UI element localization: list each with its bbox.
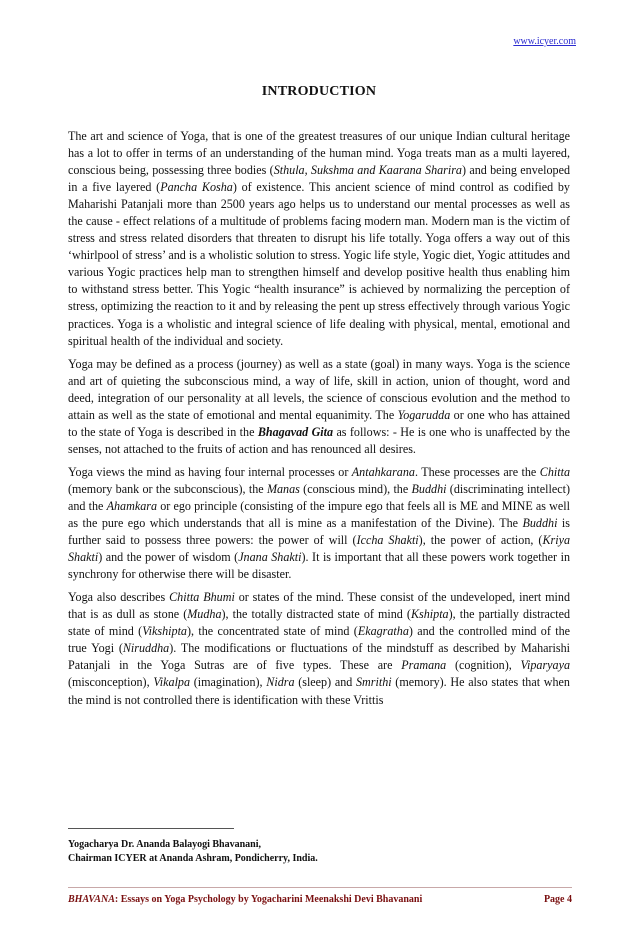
italic-term: Buddhi: [522, 516, 558, 531]
footnote-affiliation: Chairman ICYER at Ananda Ashram, Pondicherry, India.: [68, 853, 318, 864]
footer-divider: [68, 887, 572, 888]
italic-term: Pancha Kosha: [160, 180, 233, 195]
italic-term: Vikalpa: [153, 675, 191, 690]
paragraph: The art and science of Yoga, that is one of the greatest treasures of our unique Indian cultural heritage has a lot to offer in terms of an understanding of the human mind. Yoga treats man as a multi layered, conscious being, possessing three bodies (Sthula, Sukshma and Kaarana Sharira) and being enveloped in a five layered (Pancha Kosha) of existence. This ancient science of mind control as codified by Maharishi Patanjali more than 2500 years ago helps us to understand our mental processes as well as the cause - effect relations of a multitude of problems facing modern man. Modern man is the victim of stress and stress related disorders that threaten to disrupt his life totally. Yoga offers a way out of this ‘whirlpool of stress’ and is a wholistic solution to stress. Yogic life style, Yogic diet, Yogic attitudes and various Yogic practices help man to strengthen himself and develop positive health thus enabling him to withstand stress better. This Yogic “health insurance” is achieved by normalizing the perception of stress, optimizing the reaction to it and by releasing the pent up stress effectively through various Yogic practices. Yoga is a wholistic and integral science of life dealing with physical, mental, emotional and spiritual health of the individual and society.: [68, 129, 570, 348]
footer-book-title: BHAVANA: [68, 894, 115, 905]
body-text: [68, 128, 570, 709]
italic-term: Sthula, Sukshma and Kaarana Sharira: [273, 163, 462, 178]
footnote-divider: [68, 828, 234, 829]
italic-term: Vikshipta: [142, 624, 187, 639]
footer-book-info: [68, 894, 422, 905]
italic-term: Yogarudda: [397, 407, 451, 422]
bold-italic-term: Bhagavad Gita: [257, 424, 334, 439]
page-number: Page 4: [543, 894, 572, 905]
footnote-author: Yogacharya Dr. Ananda Balayogi Bhavanani,: [68, 839, 262, 850]
italic-term: Viparyaya: [520, 658, 570, 673]
italic-term: Manas: [266, 481, 300, 496]
paragraph: Yoga may be defined as a process (journey) as well as a state (goal) in many ways. Yoga is the science and art of quieting the subconscious mind, a way of life, skill in action, union of thought, word and deed, integration of our personality at all levels, the science of conscious evolution and the method to attain as well as the state of emotional and mental equanimity. The Yogarudda or one who has attained to the state of Yoga is described in the Bhagavad Gita as follows: - He is one who is unaffected by the senses, not attached to the fruits of action and has renounced all desires.: [68, 356, 571, 456]
paragraph: Yoga also describes Chitta Bhumi or states of the mind. These consist of the undeveloped, inert mind that is as dull as stone (Mudha), the totally distracted state of mind (Kshipta), the partially distracted state of mind (Vikshipta), the concentrated state of mind (Ekagratha) and the controlled mind of the true Yogi (Niruddha). The modifications or fluctuations of the mindstuff as described by Maharishi Patanjali in the Yoga Sutras are of five types. These are Pramana (cognition), Viparyaya (misconception), Vikalpa (imagination), Nidra (sleep) and Smrithi (memory). He also states that when the mind is not controlled there is identification with these Vrittis: [68, 590, 570, 707]
footer-subtitle: : Essays on Yoga Psychology by Yogacharini Meenakshi Devi Bhavanani: [114, 894, 423, 905]
italic-term: Iccha Shakti: [356, 533, 419, 548]
page-title: INTRODUCTION: [261, 84, 377, 99]
website-link[interactable]: www.icyer.com: [513, 36, 576, 47]
italic-term: Kriya Shakti: [68, 533, 571, 565]
footnote: [68, 838, 570, 866]
italic-term: Jnana Shakti: [238, 550, 302, 565]
italic-term: Niruddha: [122, 641, 170, 656]
italic-term: Chitta Bhumi: [169, 590, 235, 605]
italic-term: Buddhi: [411, 481, 447, 496]
italic-term: Mudha: [187, 607, 222, 622]
page-footer: [68, 894, 572, 905]
italic-term: Chitta: [539, 464, 570, 479]
italic-term: Ekagratha: [357, 624, 409, 639]
italic-term: Smrithi: [355, 675, 392, 690]
italic-term: Nidra: [266, 675, 295, 690]
italic-term: Antahkarana: [351, 464, 415, 479]
paragraph: Yoga views the mind as having four internal processes or Antahkarana. These processes are the Chitta (memory bank or the subconscious), the Manas (conscious mind), the Buddhi (discriminating intellect) and the Ahamkara or ego principle (consisting of the impure ego that feels all is ME and MINE as well as the pure ego which understands that all is mine as a manifestation of the Divine). The Buddhi is further said to possess three powers: the power of will (Iccha Shakti), the power of action, (Kriya Shakti) and the power of wisdom (Jnana Shakti). It is important that all these powers work together in synchrony for otherwise there will be disaster.: [68, 464, 571, 582]
italic-term: Pramana: [401, 658, 447, 673]
italic-term: Ahamkara: [106, 498, 158, 513]
italic-term: Kshipta: [410, 607, 449, 622]
